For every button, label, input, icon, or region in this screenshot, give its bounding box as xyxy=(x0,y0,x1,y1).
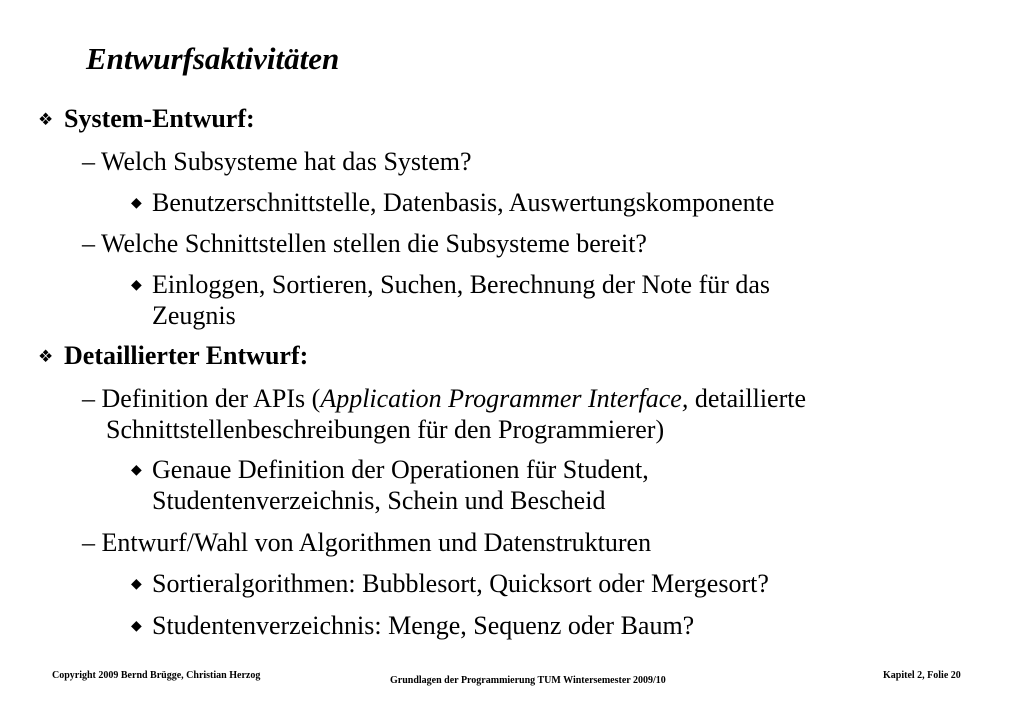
slide-title: Entwurfsaktivitäten xyxy=(86,41,340,76)
black-diamond-bullet-icon: ◆ xyxy=(131,619,142,634)
sub-item-definition-line2: Studentenverzeichnis, Schein und Bescheid xyxy=(152,486,606,515)
black-diamond-bullet-icon: ◆ xyxy=(131,577,142,592)
black-diamond-bullet-icon: ◆ xyxy=(131,196,142,211)
sub-item-studentenverzeichnis: Studentenverzeichnis: Menge, Sequenz oder Baum? xyxy=(152,611,695,640)
list-item-api-definition-line2: Schnittstellenbeschreibungen für den Programmierer) xyxy=(106,415,665,444)
list-item-algorithmen: – Entwurf/Wahl von Algorithmen und Datenstrukturen xyxy=(82,528,652,557)
four-diamond-bullet-icon: ❖ xyxy=(38,347,54,366)
footer-slide-number: Kapitel 2, Folie 20 xyxy=(883,670,961,681)
footer-course: Grundlagen der Programmierung TUM Wintersemester 2009/10 xyxy=(390,675,666,686)
list-item-subsysteme: – Welch Subsysteme hat das System? xyxy=(82,147,472,176)
sub-item-operationen-line1: Einloggen, Sortieren, Suchen, Berechnung der Note für das xyxy=(152,270,771,299)
sub-item-operationen-line2: Zeugnis xyxy=(152,301,236,330)
api-text-italic: Application Programmer Interface, xyxy=(320,384,689,413)
four-diamond-bullet-icon: ❖ xyxy=(38,110,54,129)
list-item-api-definition-line1 xyxy=(82,384,806,414)
sub-item-komponenten: Benutzerschnittstelle, Datenbasis, Auswertungskomponente xyxy=(152,188,775,217)
section-heading-system-entwurf: System-Entwurf: xyxy=(64,104,255,133)
sub-item-definition-line1: Genaue Definition der Operationen für Student, xyxy=(152,455,649,484)
list-item-schnittstellen: – Welche Schnittstellen stellen die Subsysteme bereit? xyxy=(82,229,647,258)
api-text-suffix: detaillierte xyxy=(688,384,807,413)
api-text-prefix: – Definition der APIs ( xyxy=(82,384,321,413)
black-diamond-bullet-icon: ◆ xyxy=(131,463,142,478)
sub-item-sortieralgorithmen: Sortieralgorithmen: Bubblesort, Quicksort oder Mergesort? xyxy=(152,569,769,598)
black-diamond-bullet-icon: ◆ xyxy=(131,278,142,293)
section-heading-detaillierter-entwurf: Detaillierter Entwurf: xyxy=(64,341,309,370)
footer-copyright: Copyright 2009 Bernd Brügge, Christian Herzog xyxy=(52,670,261,681)
